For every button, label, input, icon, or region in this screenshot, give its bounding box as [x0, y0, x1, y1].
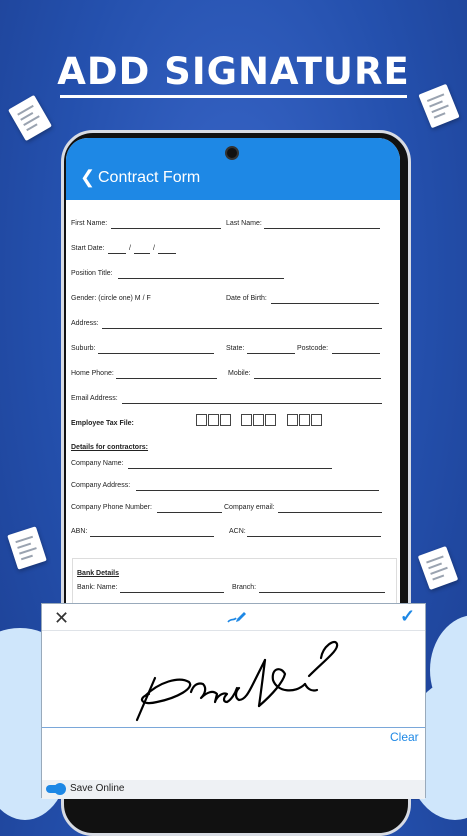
signature-pad[interactable] [41, 603, 426, 798]
close-icon[interactable]: ✕ [54, 608, 70, 628]
tax-file-digit[interactable] [287, 414, 298, 426]
bank-name-field[interactable] [120, 592, 224, 593]
home-phone-label: Home Phone: [71, 370, 114, 377]
contractors-heading: Details for contractors: [71, 444, 149, 451]
tax-file-digit[interactable] [299, 414, 310, 426]
document-icon [7, 526, 47, 570]
signature-drawing [127, 636, 347, 728]
acn-field[interactable] [247, 536, 381, 537]
toggle-knob [54, 783, 66, 795]
position-title-label: Position Title: [71, 270, 113, 277]
camera-icon [225, 146, 239, 160]
company-email-label: Company email: [224, 504, 275, 511]
tax-file-digit[interactable] [208, 414, 219, 426]
suburb-field[interactable] [98, 353, 214, 354]
document-icon [418, 546, 459, 590]
date-separator: / [153, 245, 155, 252]
promo-headline: ADD SIGNATURE [57, 50, 410, 93]
tax-file-label: Employee Tax File: [71, 420, 134, 427]
start-date-label: Start Date: [71, 245, 105, 252]
tax-file-digit[interactable] [253, 414, 264, 426]
first-name-label: First Name: [71, 220, 108, 227]
abn-label: ABN: [71, 528, 88, 535]
mobile-field[interactable] [254, 378, 381, 379]
gender-label: Gender: (circle one) M / F [71, 295, 151, 302]
company-email-field[interactable] [278, 512, 382, 513]
postcode-label: Postcode: [297, 345, 329, 352]
headline-underline [60, 95, 407, 98]
postcode-field[interactable] [332, 353, 380, 354]
save-online-label: Save Online [70, 783, 125, 794]
home-phone-field[interactable] [116, 378, 217, 379]
company-address-label: Company Address: [71, 482, 131, 489]
tax-file-digit[interactable] [196, 414, 207, 426]
company-phone-label: Company Phone Number: [71, 504, 152, 511]
branch-label: Branch: [232, 584, 257, 591]
tax-file-digit[interactable] [311, 414, 322, 426]
pad-divider [42, 630, 425, 631]
address-label: Address: [71, 320, 99, 327]
bank-name-label: Bank: Name: [77, 584, 118, 591]
app-title: Contract Form [98, 169, 201, 186]
first-name-field[interactable] [111, 228, 221, 229]
abn-field[interactable] [90, 536, 214, 537]
pen-icon[interactable] [226, 609, 248, 630]
email-field[interactable] [122, 403, 382, 404]
save-online-row [42, 780, 425, 799]
check-icon[interactable]: ✓ [400, 606, 416, 626]
state-label: State: [226, 345, 245, 352]
suburb-label: Suburb: [71, 345, 96, 352]
document-icon [8, 95, 52, 141]
branch-field[interactable] [259, 592, 385, 593]
last-name-field[interactable] [264, 228, 380, 229]
dob-field[interactable] [271, 303, 379, 304]
start-date-year[interactable] [158, 253, 176, 254]
acn-label: ACN: [229, 528, 246, 535]
app-bar [66, 138, 400, 200]
tax-file-digit[interactable] [265, 414, 276, 426]
bank-details-heading: Bank Details [77, 570, 120, 577]
company-address-field[interactable] [136, 490, 379, 491]
tax-file-digit[interactable] [241, 414, 252, 426]
clear-button[interactable]: Clear [390, 730, 419, 744]
tax-file-digit[interactable] [220, 414, 231, 426]
last-name-label: Last Name: [226, 220, 262, 227]
company-name-field[interactable] [128, 468, 332, 469]
state-field[interactable] [247, 353, 295, 354]
mobile-label: Mobile: [228, 370, 251, 377]
date-separator: / [129, 245, 131, 252]
signature-baseline [42, 727, 425, 728]
company-name-label: Company Name: [71, 460, 124, 467]
email-label: Email Address: [71, 395, 118, 402]
start-date-month[interactable] [134, 253, 150, 254]
address-field[interactable] [102, 328, 382, 329]
company-phone-field[interactable] [157, 512, 222, 513]
dob-label: Date of Birth: [226, 295, 267, 302]
start-date-day[interactable] [108, 253, 126, 254]
position-title-field[interactable] [118, 278, 284, 279]
back-arrow-icon[interactable]: ❮ [80, 167, 96, 187]
